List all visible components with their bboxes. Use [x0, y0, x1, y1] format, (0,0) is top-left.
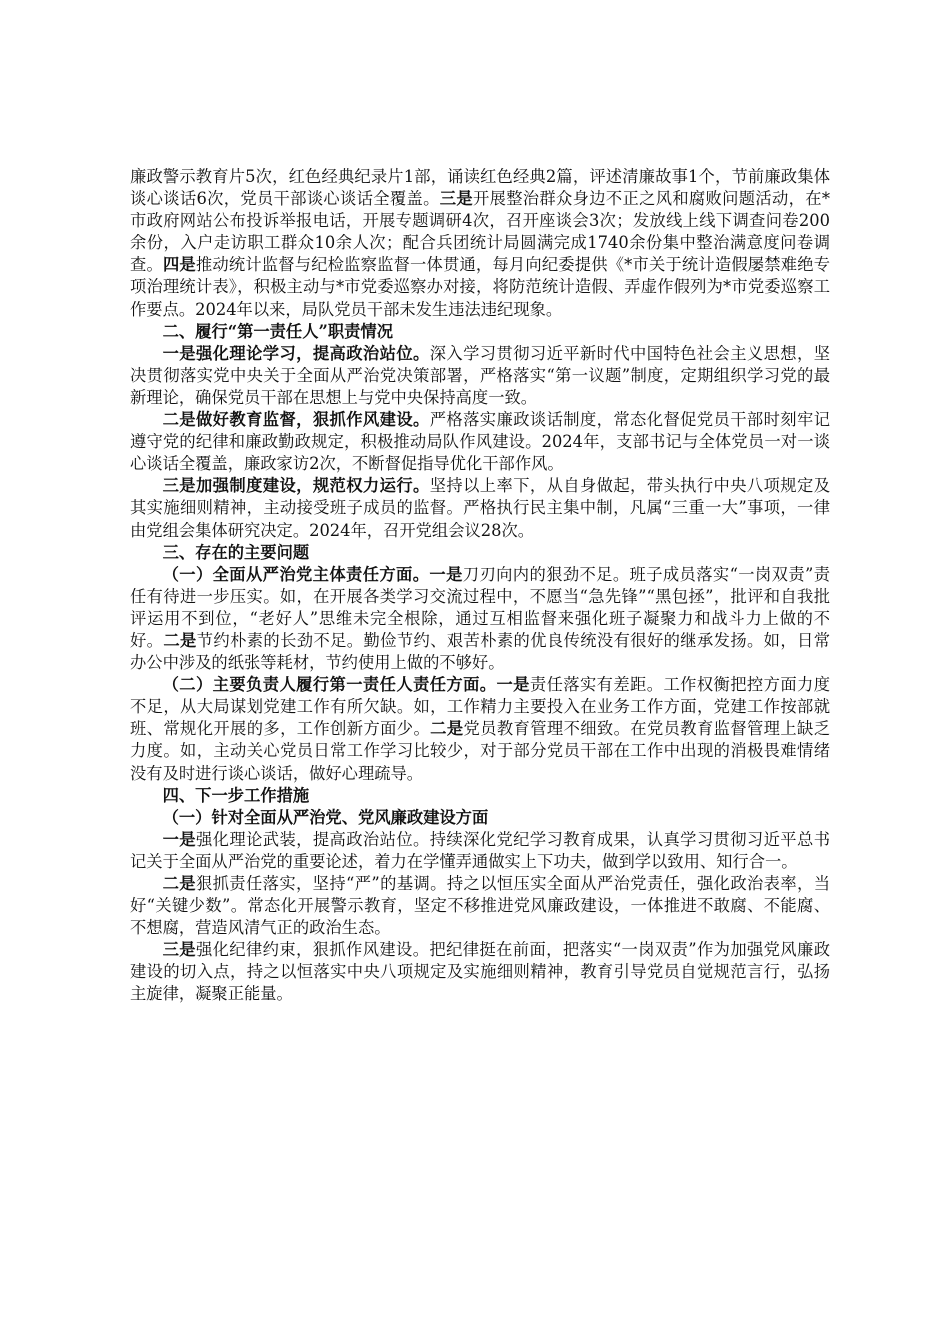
heading-text: （一）针对全面从严治党、党风廉政建设方面 — [162, 807, 489, 827]
paragraph-measure-3 — [130, 939, 830, 1005]
heading-text: 二、履行“第一责任人”职责情况 — [162, 321, 393, 341]
section-heading-2 — [130, 321, 830, 343]
text-run: 狠抓责任落实，坚持“严”的基调。持之以恒压实全面从严治党责任，强化政治表率，当好“关键少数”。常态化开展警示教育，坚定不移推进党风廉政建设，一体推进不敢腐、不能腐、不想腐，营造风清气正的政治生态。 — [130, 874, 830, 938]
paragraph-intro-continued — [130, 166, 830, 321]
paragraph-system-building — [130, 475, 830, 541]
paragraph-problem-1 — [130, 564, 830, 674]
text-run: 节约朴素的长劲不足。勤俭节约、艰苦朴素的优良传统没有很好的继承发扬。如，日常办公中涉及的纸张等耗材，节约使用上做的不够好。 — [130, 630, 830, 673]
text-run: 开展整治群众身边不正之风和腐败问题活动，在*市政府网站公布投诉举报电话，开展专题调研4次，召开座谈会3次；发放线上线下调查问卷200余份，入户走访职工群众10余人次；配合兵团统计局圆满完成1740余份集中整治满意度问卷调查。 — [130, 189, 830, 275]
bold-run: 四是 — [162, 255, 196, 275]
text-run: 严格落实廉政谈话制度，常态化督促党员干部时刻牢记遵守党的纪律和廉政勤政规定，积极推动局队作风建设。2024年，支部书记与全体党员一对一谈心谈话全覆盖，廉政家访2次，不断督促指导优化干部作风。 — [130, 410, 830, 474]
text-run: 强化理论武装，提高政治站位。持续深化党纪学习教育成果，认真学习贯彻习近平总书记关于全面从严治党的重要论述，着力在学懂弄通做实上下功夫，做到学以致用、知行合一。 — [130, 829, 830, 871]
bold-run: 三是 — [439, 189, 473, 209]
paragraph-problem-2 — [130, 674, 830, 784]
document-page — [130, 166, 830, 1006]
paragraph-measure-1 — [130, 829, 830, 873]
heading-text: 三、存在的主要问题 — [162, 542, 310, 562]
text-run: 廉政警示教育片5次，红色经典纪录片1部，诵读红色经典2篇，评述清廉故事1个，节前廉政集体谈心谈话6次，党员干部谈心谈话全覆盖。 — [130, 167, 830, 209]
paragraph-theory-study — [130, 343, 830, 409]
section-heading-4 — [130, 785, 830, 807]
text-run: 坚持以上率下，从自身做起，带头执行中央八项规定及其实施细则精神，主动接受班子成员的监督。严格执行民主集中制，凡属“三重一大”事项，一律由党组会集体研究决定。2024年，召开党组会议28次。 — [130, 476, 830, 540]
bold-run: 三是加强制度建设，规范权力运行。 — [162, 476, 430, 496]
bold-run: 二是做好教育监督，狠抓作风建设。 — [162, 410, 430, 430]
bold-run: 二是 — [162, 874, 196, 893]
heading-text: 四、下一步工作措施 — [162, 785, 310, 805]
bold-run: 二是 — [163, 630, 197, 650]
text-run: 党员教育管理不细致。在党员教育监督管理上缺乏力度。如，主动关心党员日常工作学习比较少，对于部分党员干部在工作中出现的消极畏难情绪没有及时进行谈心谈话，做好心理疏导。 — [130, 719, 830, 783]
text-run: 推动统计监督与纪检监察监督一体贯通，每月向纪委提供《*市关于统计造假屡禁难绝专项治理统计表》，积极主动与*市党委巡察办对接，将防范统计造假、弄虚作假列为*市党委巡察工作要点。2024年以来，局队党员干部未发生违法违纪现象。 — [130, 255, 830, 319]
subsection-heading-4-1 — [130, 807, 830, 829]
text-run: 强化纪律约束，狠抓作风建设。把纪律挺在前面，把落实“一岗双责”作为加强党风廉政建设的切入点，持之以恒落实中央八项规定及实施细则精神，教育引导党员自觉规范言行，弘扬主旋律，凝聚正能量。 — [130, 940, 830, 1004]
bold-run: 二是 — [430, 719, 464, 739]
text-run: 深入学习贯彻习近平新时代中国特色社会主义思想，坚决贯彻落实党中央关于全面从严治党决策部署，严格落实“第一议题”制度，定期组织学习党的最新理论，确保党员干部在思想上与党中央保持高度一致。 — [130, 343, 830, 407]
section-heading-3 — [130, 542, 830, 564]
bold-run: 一是 — [162, 829, 196, 849]
text-run: 责任落实有差距。工作权衡把控方面力度不足，从大局谋划党建工作有所欠缺。如，工作精力主要投入在业务工作方面，党建工作按部就班、常规化开展的多，工作创新方面少。 — [130, 675, 830, 739]
paragraph-measure-2 — [130, 873, 830, 939]
text-run: 刀刃向内的狠劲不足。班子成员落实“一岗双责”责任有待进一步压实。如，在开展各类学习交流过程中，不愿当“急先锋”“黑包拯”，批评和自我批评运用不到位，“老好人”思维未完全根除，通过互相监督来强化班子凝聚力和战斗力上做的不好。 — [130, 564, 830, 650]
bold-run: 三是 — [162, 940, 196, 960]
bold-run: 一是强化理论学习，提高政治站位。 — [162, 343, 430, 363]
paragraph-education-supervision — [130, 409, 830, 475]
bold-run: （一）全面从严治党主体责任方面。一是 — [162, 564, 463, 584]
bold-run: （二）主要负责人履行第一责任人责任方面。一是 — [162, 675, 530, 695]
